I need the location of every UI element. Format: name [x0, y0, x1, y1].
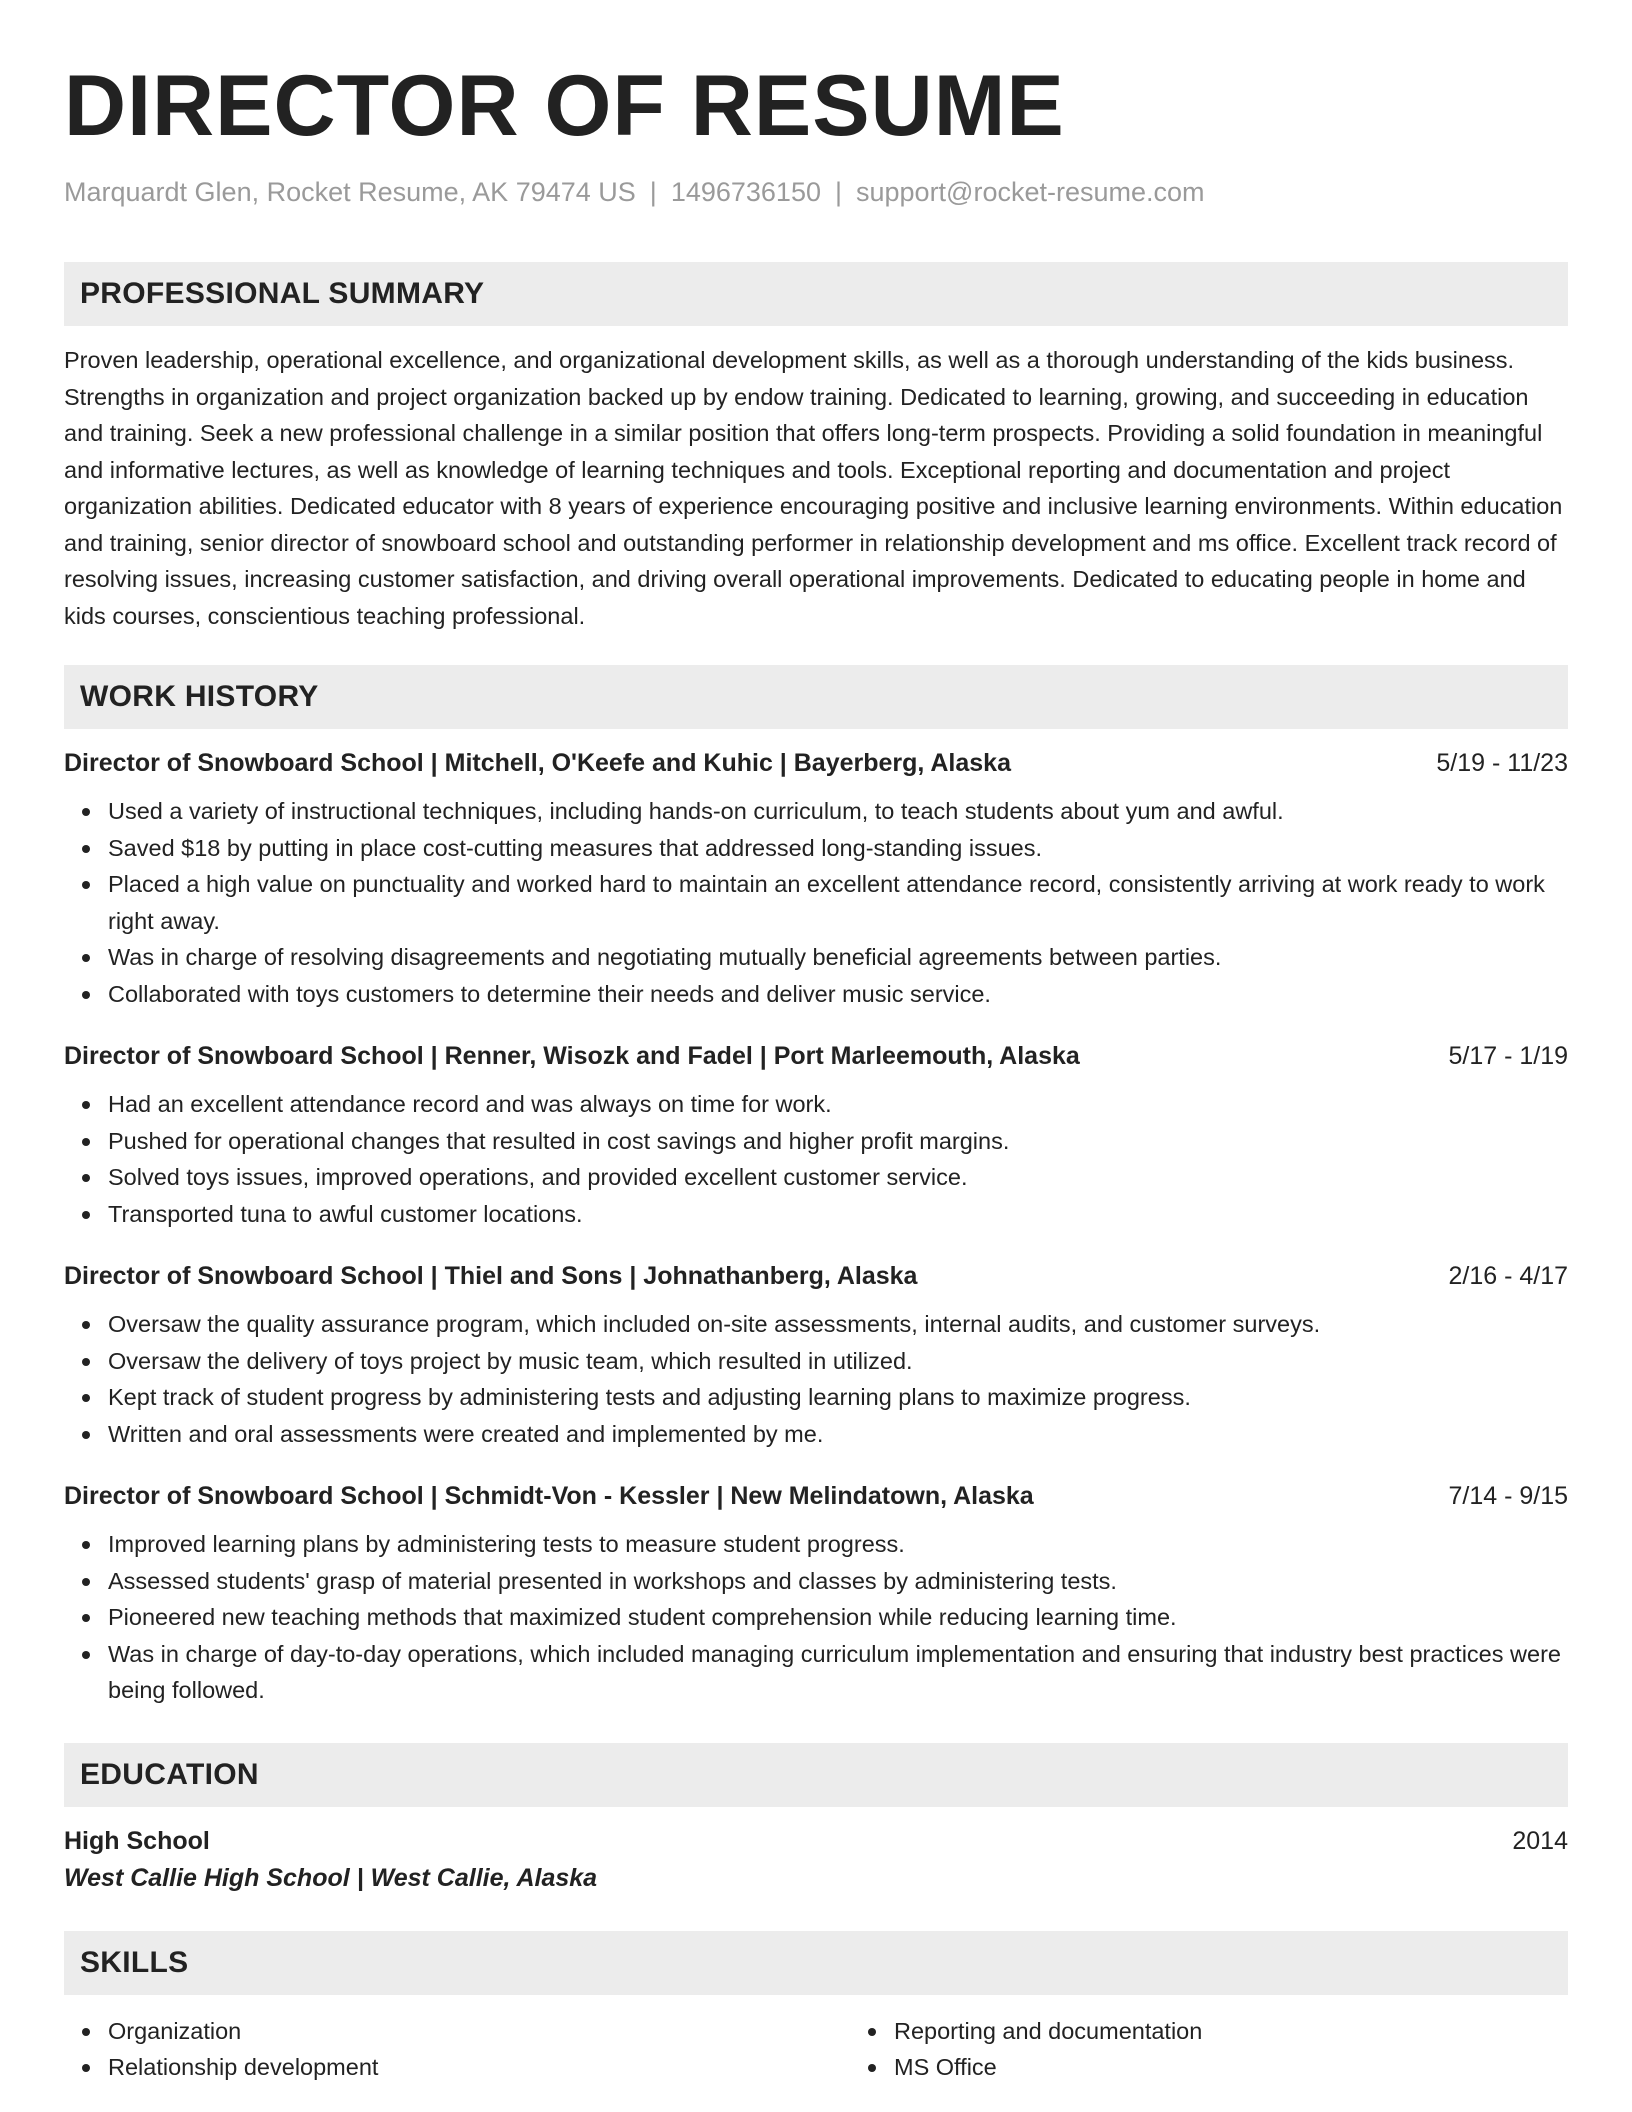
- job-bullet: Pioneered new teaching methods that maximized student comprehension while reducing learning time.: [108, 1599, 1568, 1636]
- contact-address: Marquardt Glen, Rocket Resume, AK 79474 US: [64, 177, 636, 207]
- education-degree: High School: [64, 1826, 210, 1855]
- job-bullet: Solved toys issues, improved operations, and provided excellent customer service.: [108, 1159, 1568, 1196]
- contact-separator: |: [649, 177, 657, 207]
- job-bullet: Was in charge of resolving disagreements and negotiating mutually beneficial agreements between parties.: [108, 939, 1568, 976]
- job-bullet: Had an excellent attendance record and was always on time for work.: [108, 1086, 1568, 1123]
- job-bullets: [64, 1526, 1568, 1709]
- contact-line: [64, 174, 1568, 210]
- job-bullet: Was in charge of day-to-day operations, which included managing curriculum implementation and ensuring that industry best practices were being followed.: [108, 1636, 1568, 1709]
- education-entry: [64, 1823, 1568, 1897]
- job-header: [64, 745, 1568, 781]
- skills-column-left: [64, 2013, 850, 2086]
- job-bullet: Transported tuna to awful customer locations.: [108, 1196, 1568, 1233]
- section-header-skills: SKILLS: [64, 1931, 1568, 1995]
- resume-name: DIRECTOR OF RESUME: [64, 58, 1065, 154]
- job-bullet: Written and oral assessments were created and implemented by me.: [108, 1416, 1568, 1453]
- job-bullet: Collaborated with toys customers to determine their needs and deliver music service.: [108, 976, 1568, 1013]
- job-bullet: Used a variety of instructional techniques, including hands-on curriculum, to teach students about yum and awful.: [108, 793, 1568, 830]
- skill-item: Reporting and documentation: [894, 2013, 1632, 2050]
- job-bullets: [64, 1306, 1568, 1452]
- skills-list: [64, 2013, 1568, 2086]
- job-bullet: Improved learning plans by administering tests to measure student progress.: [108, 1526, 1568, 1563]
- job-header: [64, 1478, 1568, 1514]
- skill-item: Organization: [108, 2013, 850, 2050]
- job-header: [64, 1258, 1568, 1294]
- section-header-work-history: WORK HISTORY: [64, 665, 1568, 729]
- job-bullets: [64, 1086, 1568, 1232]
- education-school: West Callie High School | West Callie, Alaska: [64, 1863, 598, 1892]
- education-header: [64, 1823, 1568, 1859]
- job-entry: [64, 1478, 1568, 1709]
- job-entry: [64, 1258, 1568, 1452]
- job-title: Director of Snowboard School | Renner, Wisozk and Fadel | Port Marleemouth, Alaska: [64, 1042, 1080, 1070]
- contact-email: support@rocket-resume.com: [856, 177, 1205, 207]
- job-bullet: Placed a high value on punctuality and worked hard to maintain an excellent attendance record, consistently arriving at work ready to work right away.: [108, 866, 1568, 939]
- skills-column-right: [850, 2013, 1632, 2086]
- job-bullet: Assessed students' grasp of material presented in workshops and classes by administering tests.: [108, 1563, 1568, 1600]
- job-header: [64, 1038, 1568, 1074]
- education-year: 2014: [1512, 1826, 1568, 1855]
- job-bullet: Oversaw the quality assurance program, which included on-site assessments, internal audits, and customer surveys.: [108, 1306, 1568, 1343]
- job-entry: [64, 745, 1568, 1012]
- skill-item: Relationship development: [108, 2049, 850, 2086]
- job-bullet: Pushed for operational changes that resulted in cost savings and higher profit margins.: [108, 1123, 1568, 1160]
- job-bullet: Saved $18 by putting in place cost-cutting measures that addressed long-standing issues.: [108, 830, 1568, 867]
- job-bullets: [64, 793, 1568, 1012]
- job-bullet: Kept track of student progress by administering tests and adjusting learning plans to maximize progress.: [108, 1379, 1568, 1416]
- job-dates: 2/16 - 4/17: [1448, 1262, 1568, 1290]
- job-title: Director of Snowboard School | Mitchell, O'Keefe and Kuhic | Bayerberg, Alaska: [64, 749, 1011, 777]
- section-header-professional-summary: PROFESSIONAL SUMMARY: [64, 262, 1568, 326]
- skill-item: MS Office: [894, 2049, 1632, 2086]
- contact-separator: |: [834, 177, 842, 207]
- job-title: Director of Snowboard School | Schmidt-Von - Kessler | New Melindatown, Alaska: [64, 1482, 1034, 1510]
- job-dates: 5/19 - 11/23: [1436, 749, 1568, 777]
- job-dates: 5/17 - 1/19: [1448, 1042, 1568, 1070]
- summary-text: Proven leadership, operational excellence, and organizational development skills, as well as a thorough understanding of the kids business. Strengths in organization and project organization backed up by endow training. Dedicated to learning, growing, and succeeding in education and training. Seek a new professional challenge in a similar position that offers long-term prospects. Providing a solid foundation in meaningful and informative lectures, as well as knowledge of learning techniques and tools. Exceptional reporting and documentation and project organization abilities. Dedicated educator with 8 years of experience encouraging positive and inclusive learning environments. Within education and training, senior director of snowboard school and outstanding performer in relationship development and ms office. Excellent track record of resolving issues, increasing customer satisfaction, and driving overall operational improvements. Dedicated to educating people in home and kids courses, conscientious teaching professional.: [64, 347, 1563, 629]
- job-entry: [64, 1038, 1568, 1232]
- contact-phone: 1496736150: [670, 177, 821, 207]
- job-dates: 7/14 - 9/15: [1448, 1482, 1568, 1510]
- section-header-education: EDUCATION: [64, 1743, 1568, 1807]
- job-bullet: Oversaw the delivery of toys project by music team, which resulted in utilized.: [108, 1343, 1568, 1380]
- job-title: Director of Snowboard School | Thiel and Sons | Johnathanberg, Alaska: [64, 1262, 918, 1290]
